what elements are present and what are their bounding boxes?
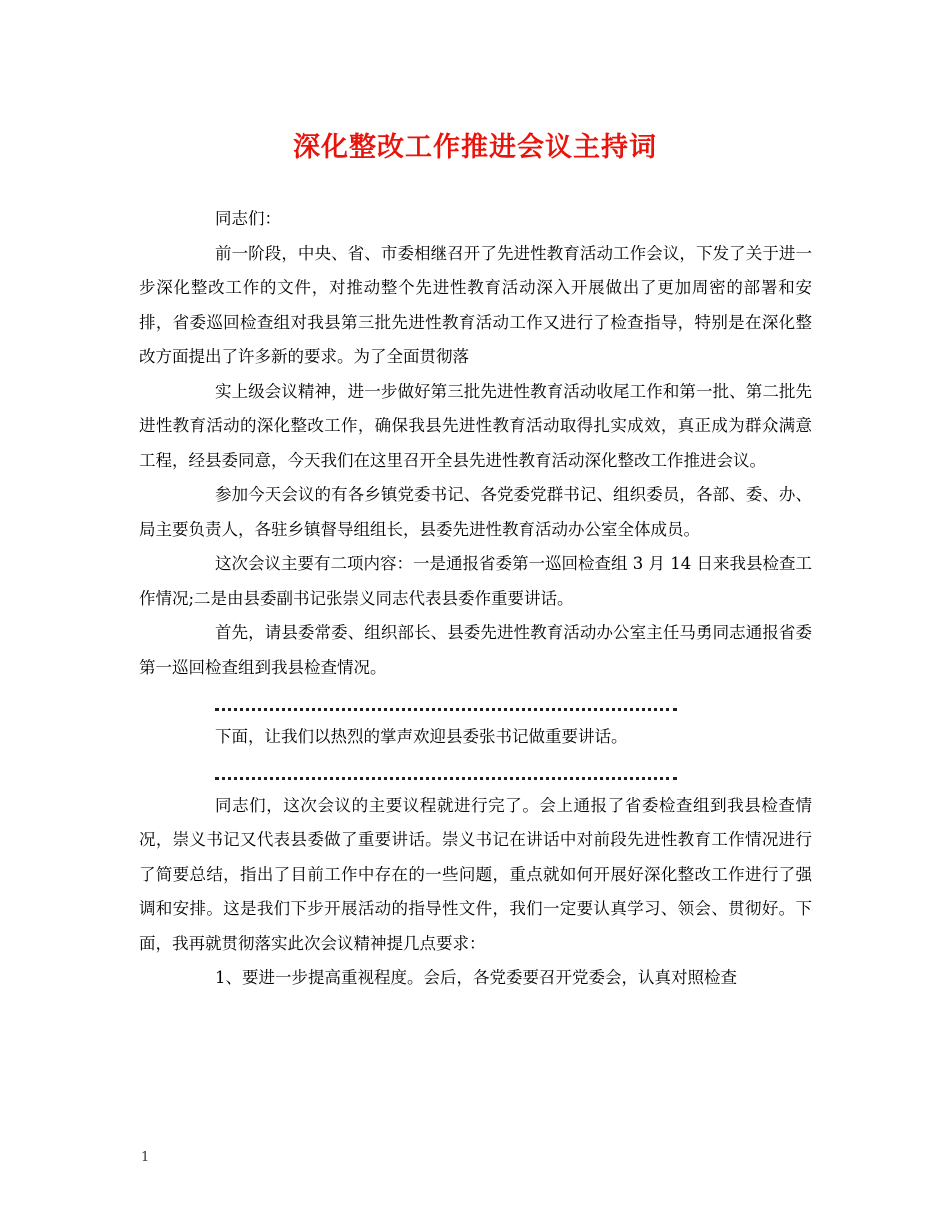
ellipsis-separator	[139, 685, 812, 720]
ellipsis-separator	[139, 754, 812, 789]
body-paragraph: 下面，让我们以热烈的掌声欢迎县委张书记做重要讲话。	[215, 726, 628, 746]
document-body	[139, 202, 812, 996]
body-paragraph: 实上级会议精神，进一步做好第三批先进性教育活动收尾工作和第一批、第二批先进性教育活动的深化整改工作，确保我县先进性教育活动取得扎实成效，真正成为群众满意工程，经县委同意，今天我们在这里召开全县先进性教育活动深化整改工作推进会议。	[139, 381, 812, 470]
body-paragraph: 首先，请县委常委、组织部长、县委先进性教育活动办公室主任马勇同志通报省委第一巡回检查组到我县检查情况。	[139, 623, 812, 677]
salutation-paragraph: 同志们：	[215, 209, 281, 228]
document-title: 深化整改工作推进会议主持词	[293, 132, 657, 163]
body-paragraph: 参加今天会议的有各乡镇党委书记、各党委党群书记、组织委员，各部、委、办、局主要负责人，各驻乡镇督导组组长，县委先进性教育活动办公室全体成员。	[139, 485, 812, 539]
dotted-line	[215, 708, 677, 711]
page-number: 1	[141, 1150, 150, 1165]
dotted-line	[215, 777, 677, 780]
body-paragraph: 1、要进一步提高重视程度。会后，各党委要召开党委会，认真对照检查	[215, 968, 737, 987]
body-paragraph: 同志们，这次会议的主要议程就进行完了。会上通报了省委检查组到我县检查情况，崇义书记又代表县委做了重要讲话。崇义书记在讲话中对前段先进性教育工作情况进行了简要总结，指出了目前工作中存在的一些问题，重点就如何开展好深化整改工作进行了强调和安排。这是我们下步开展活动的指导性文件，我们一定要认真学习、领会、贯彻好。下面，我再就贯彻落实此次会议精神提几点要求：	[139, 795, 812, 953]
body-paragraph: 前一阶段，中央、省、市委相继召开了先进性教育活动工作会议，下发了关于进一步深化整改工作的文件，对推动整个先进性教育活动深入开展做出了更加周密的部署和安排，省委巡回检查组对我县第三批先进性教育活动工作又进行了检查指导，特别是在深化整改方面提出了许多新的要求。为了全面贯彻落	[139, 243, 812, 366]
body-paragraph: 这次会议主要有二项内容：一是通报省委第一巡回检查组 3 月 14 日来我县检查工作情况;二是由县委副书记张崇义同志代表县委作重要讲话。	[139, 554, 812, 608]
